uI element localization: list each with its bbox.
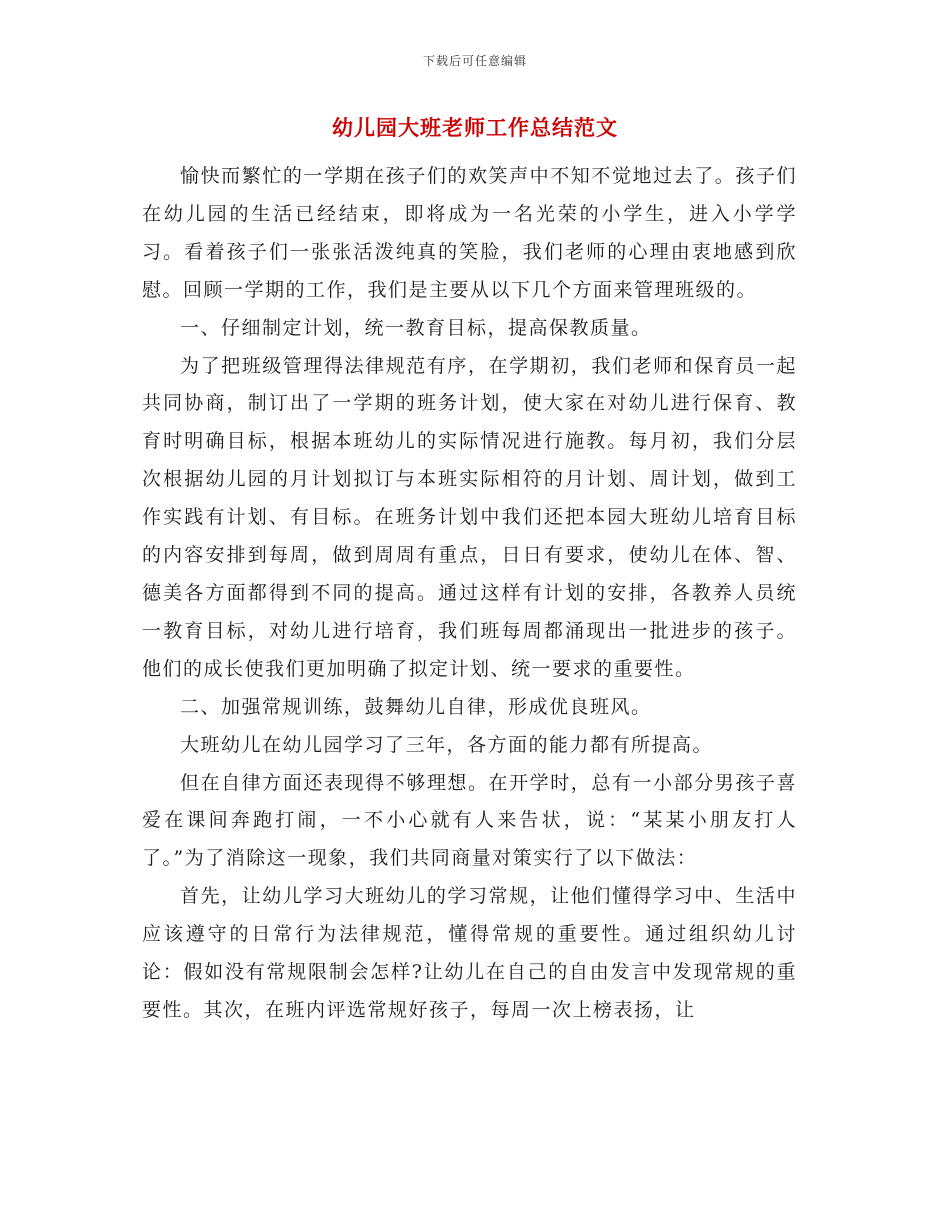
document-body [142, 158, 797, 1030]
header-note: 下载后可任意编辑 [422, 54, 527, 68]
paragraph-planning: 为了把班级管理得法律规范有序，在学期初，我们老师和保育员一起共同协商，制订出了一学期的班务计划，使大家在对幼儿进行保育、教育时明确目标，根据本班幼儿的实际情况进行施教。每月初，我们分层次根据幼儿园的月计划拟订与本班实际相符的月计划、周计划，做到工作实践有计划、有目标。在班务计划中我们还把本园大班幼儿培育目标的内容安排到每周，做到周周有重点，日日有要求，使幼儿在体、智、德美各方面都得到不同的提高。通过这样有计划的安排，各教养人员统一教育目标，对幼儿进行培育，我们班每周都涌现出一批进步的孩子。他们的成长使我们更加明确了拟定计划、统一要求的重要性。 [142, 354, 797, 680]
paragraph-measures: 首先，让幼儿学习大班幼儿的学习常规，让他们懂得学习中、生活中应该遵守的日常行为法律规范，懂得常规的重要性。通过组织幼儿讨论：假如没有常规限制会怎样?让幼儿在自己的自由发言中发现常规的重要性。其次，在班内评选常规好孩子，每周一次上榜表扬，让 [142, 885, 797, 1021]
paragraph-intro: 愉快而繁忙的一学期在孩子们的欢笑声中不知不觉地过去了。孩子们在幼儿园的生活已经结束，即将成为一名光荣的小学生，进入小学学习。看着孩子们一张张活泼纯真的笑脸，我们老师的心理由衷地感到欣慰。回顾一学期的工作，我们是主要从以下几个方面来管理班级的。 [142, 165, 797, 301]
document-title: 幼儿园大班老师工作总结范文 [332, 115, 618, 140]
section-heading-1: 一、仔细制定计划，统一教育目标，提高保教质量。 [180, 316, 652, 339]
section-heading-2: 二、加强常规训练，鼓舞幼儿自律，形成优良班风。 [180, 695, 652, 718]
paragraph-self-discipline: 但在自律方面还表现得不够理想。在开学时，总有一小部分男孩子喜爱在课间奔跑打闹，一不小心就有人来告状，说：“某某小朋友打人了。”为了消除这一现象，我们共同商量对策实行了以下做法： [142, 771, 797, 870]
paragraph-three-years: 大班幼儿在幼儿园学习了三年，各方面的能力都有所提高。 [180, 733, 714, 756]
